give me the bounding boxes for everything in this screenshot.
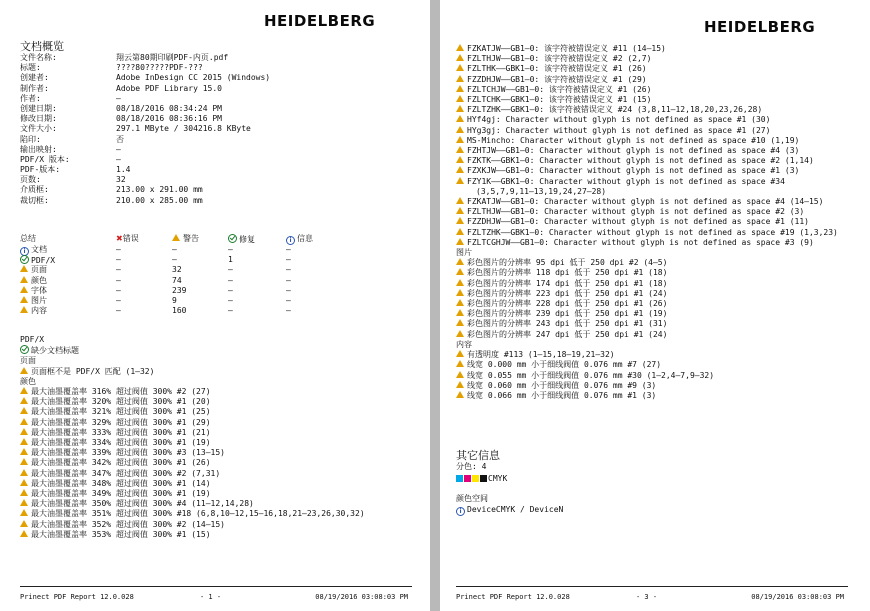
footer-date: 08/19/2016 03:08:03 PM xyxy=(751,593,844,601)
detail-line xyxy=(20,345,365,356)
summary-cell: – xyxy=(286,306,291,316)
summary-row xyxy=(20,265,420,275)
detail-text: 最大油墨覆盖率 320% 超过阀值 300% #1 (20) xyxy=(31,397,211,407)
warning-icon xyxy=(456,319,464,326)
detail-line xyxy=(20,377,365,387)
summary-cell: 1 xyxy=(228,255,233,265)
footer-rule xyxy=(456,586,848,587)
detail-line xyxy=(456,360,838,370)
detail-text: 彩色图片的分辨率 239 dpi 低于 250 dpi #1 (19) xyxy=(467,309,668,319)
detail-line xyxy=(456,238,838,248)
footer-rule xyxy=(20,586,412,587)
detail-line xyxy=(456,268,838,278)
detail-line xyxy=(456,279,838,289)
metadata-row xyxy=(20,134,124,145)
page-title: 文档概览 xyxy=(20,40,64,53)
detail-text: FZXKJW––GB1–0: Character without glyph is not defined as space #1 (3) xyxy=(467,166,800,176)
detail-line xyxy=(20,469,365,479)
detail-line xyxy=(456,381,838,391)
warning-icon xyxy=(456,54,464,61)
heidelberg-logo: HEIDELBERG xyxy=(704,18,815,36)
detail-line xyxy=(456,340,838,350)
metadata-row xyxy=(20,144,121,155)
metadata-row xyxy=(20,63,203,73)
detail-text: 颜色 xyxy=(20,376,36,386)
detail-line xyxy=(456,197,838,207)
other-info-title: 其它信息 xyxy=(456,449,500,462)
summary-cell: – xyxy=(116,265,121,275)
detail-line xyxy=(456,248,838,258)
detail-text: FZLTHJW––GB1–0: Character without glyph is not defined as space #2 (3) xyxy=(467,207,805,217)
info-icon: i xyxy=(456,507,465,516)
color-swatch xyxy=(464,475,471,482)
detail-line xyxy=(20,458,365,468)
summary-row-label: 字体 xyxy=(31,285,47,295)
document-metadata xyxy=(20,53,271,206)
metadata-value: – xyxy=(116,93,121,103)
detail-text: FZY1K––GBK1–0: Character without glyph is not defined as space #34 xyxy=(467,176,785,186)
detail-text: 最大油墨覆盖率 316% 超过阀值 300% #2 (27) xyxy=(31,387,211,397)
detail-line xyxy=(456,115,838,125)
summary-row-label: 内容 xyxy=(31,306,47,316)
detail-text: FZHTJW––GB1–0: Character without glyph is not defined as space #4 (3) xyxy=(467,146,800,156)
detail-text: FZLTCGHJW––GB1–0: Character without glyph is not defined as space #3 (9) xyxy=(467,237,814,247)
metadata-value: 否 xyxy=(116,134,124,144)
warning-icon xyxy=(456,238,464,245)
summary-row xyxy=(20,276,420,286)
detail-line xyxy=(456,228,838,238)
metadata-key: 介质框: xyxy=(20,185,49,195)
warning-icon xyxy=(20,276,28,283)
footer-page-number: - 3 - xyxy=(636,593,658,601)
warning-icon xyxy=(20,530,28,537)
detail-text: 线宽 0.060 mm 小于细线阀值 0.076 mm #9 (3) xyxy=(467,380,657,390)
summary-cell: – xyxy=(286,295,291,305)
summary-cell: – xyxy=(286,255,291,265)
detail-text: FZZDHJW––GB1–0: 该字符被错误定义 #1 (29) xyxy=(467,74,647,84)
warning-icon xyxy=(456,309,464,316)
detail-line xyxy=(20,520,365,530)
warning-icon xyxy=(456,299,464,306)
report-page-1 xyxy=(0,0,430,611)
summary-cell: – xyxy=(116,245,121,254)
summary-row-label: 图片 xyxy=(31,295,47,305)
metadata-key: PDF-版本: xyxy=(20,165,61,175)
warning-icon xyxy=(456,217,464,224)
warning-icon xyxy=(456,136,464,143)
metadata-value: 08/18/2016 08:36:16 PM xyxy=(116,114,222,124)
warning-icon xyxy=(20,469,28,476)
warning-icon xyxy=(456,115,464,122)
heidelberg-logo: HEIDELBERG xyxy=(264,12,375,30)
warning-icon xyxy=(456,268,464,275)
detail-line xyxy=(456,136,838,146)
details-list xyxy=(20,335,365,540)
warning-icon xyxy=(456,279,464,286)
metadata-key: 修改日期: xyxy=(20,114,57,124)
warning-icon xyxy=(456,228,464,235)
detail-text: 有透明度 #113 (1–15,18–19,21–32) xyxy=(467,350,615,360)
warning-icon xyxy=(456,258,464,265)
summary-header-cell xyxy=(172,234,199,244)
metadata-row xyxy=(20,103,222,114)
warning-icon xyxy=(20,306,28,313)
detail-text: 最大油墨覆盖率 329% 超过阀值 300% #1 (29) xyxy=(31,417,211,427)
detail-text: 最大油墨覆盖率 347% 超过阀值 300% #2 (7,31) xyxy=(31,468,221,478)
footer-left: Prinect PDF Report 12.0.028 xyxy=(20,593,134,601)
detail-line xyxy=(456,64,838,74)
metadata-value: 翔云第80期印刷PDF-内页.pdf xyxy=(116,53,229,62)
detail-line xyxy=(456,105,838,115)
detail-line xyxy=(20,367,365,377)
error-icon: ✖ xyxy=(116,234,123,243)
metadata-row xyxy=(20,83,222,94)
warning-icon xyxy=(20,438,28,445)
warning-icon xyxy=(456,330,464,337)
warning-icon xyxy=(20,458,28,465)
summary-row xyxy=(20,245,420,255)
detail-line xyxy=(456,207,838,217)
colorspace-label: 颜色空间 xyxy=(456,494,488,503)
detail-line xyxy=(20,356,365,366)
detail-line xyxy=(20,530,365,540)
color-swatches xyxy=(456,474,507,484)
detail-line xyxy=(456,217,838,227)
detail-text: 页面框不是 PDF/X 匹配 (1–32) xyxy=(31,366,155,376)
detail-line xyxy=(20,387,365,397)
detail-text: HYf4gj: Character without glyph is not defined as space #1 (30) xyxy=(467,115,771,125)
report-page-3 xyxy=(440,0,870,611)
metadata-value: – xyxy=(116,144,121,154)
warning-icon xyxy=(456,350,464,357)
summary-header-label: 信息 xyxy=(297,234,313,243)
detail-line xyxy=(456,289,838,299)
summary-cell: – xyxy=(286,275,291,285)
warning-icon xyxy=(456,381,464,388)
summary-cell: – xyxy=(116,306,121,316)
summary-table xyxy=(20,234,420,316)
color-swatch xyxy=(480,475,487,482)
detail-text: FZLTCHK––GBK1–0: 该字符被错误定义 #1 (15) xyxy=(467,95,652,105)
separations-label: 分色: 4 xyxy=(456,462,487,471)
detail-line xyxy=(20,407,365,417)
metadata-key: 输出映射: xyxy=(20,144,57,154)
warning-icon xyxy=(20,286,28,293)
metadata-key: 陷印: xyxy=(20,134,41,144)
footer-page-number: - 1 - xyxy=(200,593,222,601)
detail-line xyxy=(456,54,838,64)
info-icon: i xyxy=(286,236,295,245)
detail-text: 内容 xyxy=(456,339,472,349)
detail-text: 最大油墨覆盖率 348% 超过阀值 300% #1 (14) xyxy=(31,478,211,488)
summary-cell: – xyxy=(228,245,233,254)
summary-row xyxy=(20,296,420,306)
metadata-key: 页数: xyxy=(20,175,41,185)
detail-text: 最大油墨覆盖率 352% 超过阀值 300% #2 (14–15) xyxy=(31,519,225,529)
metadata-value: 297.1 MByte / 304216.8 KByte xyxy=(116,124,251,134)
metadata-value: Adobe PDF Library 15.0 xyxy=(116,83,222,93)
warning-icon xyxy=(456,391,464,398)
detail-text: 缺少文档标题 xyxy=(31,346,79,356)
metadata-row xyxy=(20,195,203,206)
warning-icon xyxy=(456,44,464,51)
summary-cell: – xyxy=(286,285,291,295)
detail-text: HYg3gj: Character without glyph is not defined as space #1 (27) xyxy=(467,125,771,135)
detail-line xyxy=(20,335,365,345)
detail-line xyxy=(456,258,838,268)
metadata-value: ????80?????PDF-??? xyxy=(116,63,203,73)
detail-text: 最大油墨覆盖率 349% 超过阀值 300% #1 (19) xyxy=(31,489,211,499)
detail-line xyxy=(20,509,365,519)
detail-text: 最大油墨覆盖率 350% 超过阀值 300% #4 (11–12,14,28) xyxy=(31,499,254,509)
summary-header-cell xyxy=(20,234,36,244)
warning-icon xyxy=(456,360,464,367)
detail-text: 彩色图片的分辨率 247 dpi 低于 250 dpi #1 (24) xyxy=(467,329,668,339)
detail-text: FZKATJW––GB1–0: Character without glyph is not defined as space #4 (14–15) xyxy=(467,197,824,207)
fixed-check-icon xyxy=(20,255,29,264)
metadata-key: 制作者: xyxy=(20,83,49,93)
metadata-key: 标题: xyxy=(20,63,41,73)
summary-header xyxy=(20,234,420,245)
detail-text: 图片 xyxy=(456,248,472,258)
detail-line xyxy=(20,418,365,428)
warning-icon xyxy=(456,197,464,204)
detail-line xyxy=(456,309,838,319)
summary-cell: – xyxy=(116,275,121,285)
summary-cell: – xyxy=(228,275,233,285)
summary-row-label: 页面 xyxy=(31,265,47,275)
metadata-value: 32 xyxy=(116,175,126,185)
warning-icon xyxy=(456,64,464,71)
summary-cell: – xyxy=(116,285,121,295)
detail-line xyxy=(456,85,838,95)
warning-icon xyxy=(20,448,28,455)
metadata-row xyxy=(20,165,131,175)
summary-cell: – xyxy=(228,265,233,275)
warning-icon xyxy=(456,371,464,378)
summary-cell: 32 xyxy=(172,265,182,275)
warning-icon xyxy=(20,367,28,374)
summary-cell: 9 xyxy=(172,295,177,305)
detail-line xyxy=(456,126,838,136)
detail-line xyxy=(20,489,365,499)
detail-text: 最大油墨覆盖率 342% 超过阀值 300% #1 (26) xyxy=(31,458,211,468)
colorspace-row xyxy=(456,505,563,516)
color-swatch xyxy=(472,475,479,482)
detail-text: 彩色图片的分辨率 243 dpi 低于 250 dpi #1 (31) xyxy=(467,319,668,329)
summary-row xyxy=(20,255,420,265)
summary-header-cell xyxy=(116,234,139,244)
summary-cell: 239 xyxy=(172,285,187,295)
detail-text: 最大油墨覆盖率 353% 超过阀值 300% #1 (15) xyxy=(31,529,211,539)
warning-icon xyxy=(456,207,464,214)
metadata-row xyxy=(20,154,121,165)
summary-row xyxy=(20,306,420,316)
summary-header-label: 修复 xyxy=(239,235,255,244)
detail-text: 页面 xyxy=(20,356,36,366)
summary-row-label: 文档 xyxy=(31,245,47,254)
detail-text: 彩色图片的分辨率 174 dpi 低于 250 dpi #1 (18) xyxy=(467,278,668,288)
detail-line xyxy=(456,75,838,85)
detail-text: FZLTHK––GBK1–0: 该字符被错误定义 #1 (26) xyxy=(467,64,647,74)
detail-line xyxy=(456,177,838,187)
metadata-row xyxy=(20,114,222,124)
detail-text: 彩色图片的分辨率 223 dpi 低于 250 dpi #1 (24) xyxy=(467,288,668,298)
cmyk-label: CMYK xyxy=(488,474,508,483)
metadata-value: – xyxy=(116,154,121,164)
metadata-row xyxy=(20,175,126,185)
detail-text: FZLTHJW––GB1–0: 该字符被错误定义 #2 (2,7) xyxy=(467,54,652,64)
metadata-value: 08/18/2016 08:34:24 PM xyxy=(116,103,222,113)
detail-line xyxy=(20,499,365,509)
summary-row xyxy=(20,286,420,296)
warning-icon xyxy=(456,126,464,133)
metadata-value: 210.00 x 285.00 mm xyxy=(116,195,203,205)
summary-cell: – xyxy=(116,255,121,265)
metadata-key: 创建日期: xyxy=(20,103,57,113)
detail-line xyxy=(20,397,365,407)
detail-line xyxy=(20,448,365,458)
detail-line xyxy=(456,146,838,156)
summary-cell: 74 xyxy=(172,275,182,285)
warning-icon xyxy=(20,265,28,272)
summary-cell: 160 xyxy=(172,306,187,316)
warning-icon xyxy=(456,105,464,112)
metadata-key: PDF/X 版本: xyxy=(20,154,70,164)
metadata-key: 文件大小: xyxy=(20,124,57,134)
detail-text: 最大油墨覆盖率 351% 超过阀值 300% #18 (6,8,10–12,15–16,18,21–23,26,30,32) xyxy=(31,509,365,519)
warning-icon xyxy=(20,397,28,404)
detail-line xyxy=(456,350,838,360)
detail-line xyxy=(456,330,838,340)
detail-text: FZZDHJW––GB1–0: Character without glyph is not defined as space #1 (11) xyxy=(467,217,809,227)
warning-icon xyxy=(456,177,464,184)
warning-icon xyxy=(20,520,28,527)
summary-header-cell xyxy=(228,234,255,245)
detail-text: 彩色图片的分辨率 95 dpi 低于 250 dpi #2 (4–5) xyxy=(467,258,668,268)
summary-header-label: 警告 xyxy=(183,234,199,243)
warning-icon xyxy=(20,387,28,394)
summary-cell: – xyxy=(286,265,291,275)
summary-cell: – xyxy=(228,285,233,295)
warning-icon xyxy=(20,407,28,414)
footer-date: 08/19/2016 03:08:03 PM xyxy=(315,593,408,601)
warning-icon xyxy=(456,156,464,163)
fixed-check-icon xyxy=(20,345,29,354)
metadata-key: 裁切框: xyxy=(20,195,49,205)
detail-text: FZKATJW––GB1–0: 该字符被错误定义 #11 (14–15) xyxy=(467,44,666,53)
detail-line xyxy=(20,479,365,489)
warning-icon xyxy=(20,509,28,516)
metadata-row xyxy=(20,53,229,63)
detail-text: 彩色图片的分辨率 118 dpi 低于 250 dpi #1 (18) xyxy=(467,268,668,278)
metadata-row xyxy=(20,124,251,134)
detail-line xyxy=(456,44,838,54)
detail-line xyxy=(20,438,365,448)
warning-icon xyxy=(456,85,464,92)
metadata-key: 创建者: xyxy=(20,73,49,83)
detail-line xyxy=(456,95,838,105)
detail-text: 线宽 0.000 mm 小于细线阀值 0.076 mm #7 (27) xyxy=(467,360,662,370)
detail-line xyxy=(456,187,838,197)
metadata-row xyxy=(20,185,203,195)
summary-header-label: 错误 xyxy=(122,234,139,243)
warning-icon xyxy=(172,234,180,241)
summary-cell: – xyxy=(286,245,291,254)
detail-line xyxy=(456,391,838,401)
color-swatch xyxy=(456,475,463,482)
detail-text: 线宽 0.066 mm 小于细线阀值 0.076 mm #1 (3) xyxy=(467,390,657,400)
warning-icon xyxy=(20,418,28,425)
detail-text: 最大油墨覆盖率 334% 超过阀值 300% #1 (19) xyxy=(31,438,211,448)
warning-icon xyxy=(20,499,28,506)
detail-text: 线宽 0.055 mm 小于细线阀值 0.076 mm #30 (1–2,4–7,9–32) xyxy=(467,370,715,380)
warning-icon xyxy=(456,166,464,173)
detail-text: 最大油墨覆盖率 333% 超过阀值 300% #1 (21) xyxy=(31,427,211,437)
summary-row-label: PDF/X xyxy=(31,256,56,266)
warning-icon xyxy=(20,296,28,303)
detail-line xyxy=(20,428,365,438)
detail-line xyxy=(456,299,838,309)
detail-line xyxy=(456,319,838,329)
warning-icon xyxy=(20,479,28,486)
metadata-key: 文件名称: xyxy=(20,53,57,62)
detail-text: 最大油墨覆盖率 339% 超过阀值 300% #3 (13–15) xyxy=(31,448,225,458)
summary-cell: – xyxy=(172,255,177,265)
metadata-row xyxy=(20,93,121,104)
detail-text: FZKTK––GBK1–0: Character without glyph is not defined as space #2 (1,14) xyxy=(467,156,814,166)
warning-icon xyxy=(20,428,28,435)
summary-row-label: 颜色 xyxy=(31,275,47,285)
detail-text: 彩色图片的分辨率 228 dpi 低于 250 dpi #1 (26) xyxy=(467,299,668,309)
warning-icon xyxy=(20,489,28,496)
detail-text: PDF/X xyxy=(20,335,45,344)
detail-line xyxy=(456,156,838,166)
metadata-value: 213.00 x 291.00 mm xyxy=(116,185,203,195)
warning-icon xyxy=(456,146,464,153)
metadata-key: 作者: xyxy=(20,93,41,103)
detail-text: (3,5,7,9,11–13,19,24,27–28) xyxy=(476,186,607,196)
summary-cell: – xyxy=(172,245,177,254)
summary-header-label: 总结 xyxy=(20,234,36,243)
detail-text: MS-Mincho: Character without glyph is not defined as space #10 (1,19) xyxy=(467,135,800,145)
summary-header-cell xyxy=(286,234,313,245)
warning-icon xyxy=(456,289,464,296)
detail-text: FZLTZHK––GBK1–0: Character without glyph is not defined as space #19 (1,3,23) xyxy=(467,227,838,237)
fixed-check-icon xyxy=(228,234,237,243)
warning-icon xyxy=(456,75,464,82)
metadata-value: 1.4 xyxy=(116,165,131,175)
footer-left: Prinect PDF Report 12.0.028 xyxy=(456,593,570,601)
detail-line xyxy=(456,371,838,381)
summary-cell: – xyxy=(116,295,121,305)
detail-text: 最大油墨覆盖率 321% 超过阀值 300% #1 (25) xyxy=(31,407,211,417)
colorspace-value: DeviceCMYK / DeviceN xyxy=(467,505,564,514)
metadata-row xyxy=(20,73,271,83)
detail-text: FZLTCHJW––GB1–0: 该字符被错误定义 #1 (26) xyxy=(467,84,652,94)
detail-line xyxy=(456,166,838,176)
metadata-value: Adobe InDesign CC 2015 (Windows) xyxy=(116,73,271,83)
warning-icon xyxy=(456,95,464,102)
summary-cell: – xyxy=(228,295,233,305)
details-list xyxy=(456,44,838,401)
info-icon: i xyxy=(20,247,29,256)
detail-text: FZLTZHK––GBK1–0: 该字符被错误定义 #24 (3,8,11–12,18,20,23,26,28) xyxy=(467,105,763,115)
summary-cell: – xyxy=(228,306,233,316)
